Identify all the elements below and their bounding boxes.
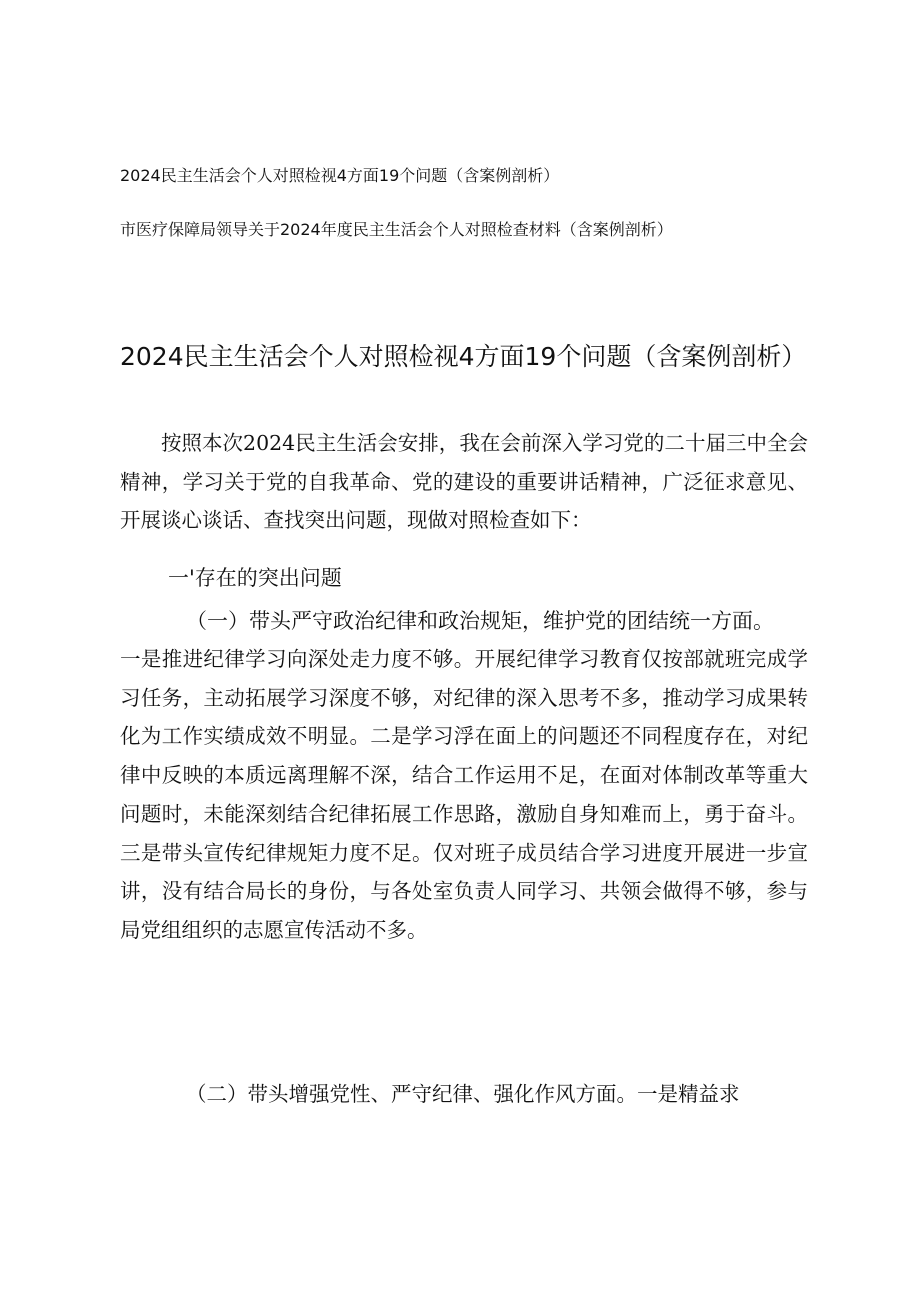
toc-entry-2: 市医疗保障局领导关于2024年度民主生活会个人对照检查材料（含案例剖析）: [120, 220, 673, 239]
toc-entry-1: 2024民主生活会个人对照检视4方面19个问题（含案例剖析）: [120, 166, 560, 185]
subsection-heading-tail: 面。: [732, 609, 774, 633]
body-paragraph-2: （二）带头增强党性、严守纪律、强化作风方面。一是精益求: [186, 1082, 740, 1106]
subsection-heading-text: （一）带头严守政治纪律和政治规矩，维护党的团结统一方: [186, 609, 732, 633]
intro-paragraph: 按照本次2024民主生活会安排，我在会前深入学习党的二十届三中全会精神，学习关于党的自我革命、党的建设的重要讲话精神，广泛征求意见、开展谈心谈话、查找突出问题，现做对照检查如下：: [120, 431, 808, 533]
section-heading: 一'存在的突出问题: [168, 566, 342, 590]
document-title: 2024民主生活会个人对照检视4方面19个问题（含案例剖析）: [120, 342, 807, 371]
body-paragraph-1: 一是推进纪律学习向深处走力度不够。开展纪律学习教育仅按部就班完成学习任务，主动拓展学习深度不够，对纪律的深入思考不多，推动学习成果转化为工作实绩成效不明显。二是学习浮在面上的问题还不同程度存在，对纪律中反映的本质远离理解不深，结合工作运用不足，在面对体制改革等重大问题时，未能深刻结合纪律拓展工作思路，激励自身知难而上，勇于奋斗。三是带头宣传纪律规矩力度不足。仅对班子成员结合学习进度开展进一步宣讲，没有结合局长的身份，与各处室负责人同学习、共领会做得不够，参与局党组组织的志愿宣传活动不多。: [120, 647, 808, 942]
subsection-heading: [186, 603, 774, 639]
